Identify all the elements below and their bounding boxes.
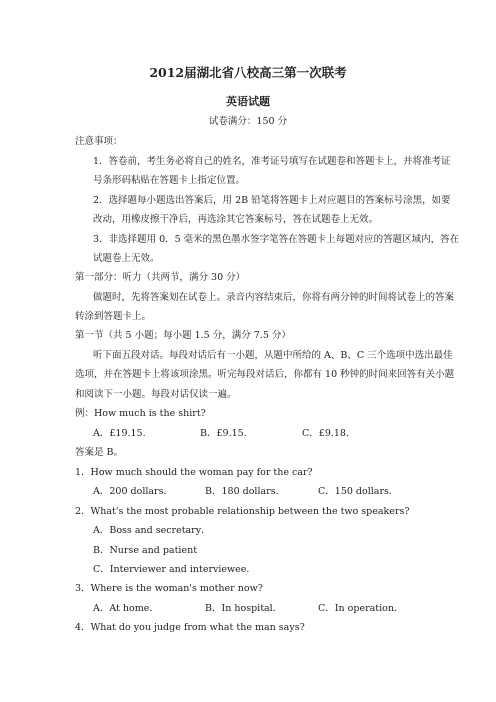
question-option: B．In hospital． — [205, 603, 283, 614]
section1-intro: 和阅读下一小题。每段对话仅读一遍。 — [75, 389, 237, 400]
example-option-a: A．£19.15. — [93, 428, 146, 439]
part1-intro: 做题时，先将答案划在试卷上。录音内容结束后，你将有两分钟的时间将试卷上的答案 — [93, 292, 455, 303]
question-stem: 4．What do you judge from what the man says? — [75, 622, 305, 633]
question-option: C．150 dollars． — [318, 486, 399, 497]
example-option-b: B．£9.15. — [200, 428, 247, 439]
example-option-c: C．£9.18. — [302, 428, 349, 439]
notice-line: 1．答卷前，考生务必将自己的姓名，准考证号填写在试题卷和答题卡上，并将准考证 — [93, 156, 451, 167]
question-option: A．200 dollars． — [93, 486, 173, 497]
section1-intro: 选项，并在答题卡上将该项涂黑。听完每段对话后，你都有 10 秒钟的时间来回答有关小题 — [75, 369, 455, 380]
question-option: A．At home． — [93, 603, 159, 614]
question-option: B．Nurse and patient — [93, 545, 198, 556]
question-option: C．In operation． — [318, 603, 404, 614]
notice-line: 试题卷上无效。 — [93, 253, 160, 264]
exam-subtitle: 英语试题 — [226, 95, 270, 108]
question-option: B．180 dollars． — [205, 486, 286, 497]
part1-intro: 转涂到答题卡上。 — [75, 311, 152, 322]
question-stem: 1．How much should the woman pay for the car? — [75, 467, 313, 478]
section1-heading: 第一节（共 5 小题；每小题 1.5 分，满分 7.5 分） — [75, 330, 291, 341]
example-question: 例：How much is the shirt? — [75, 408, 206, 419]
question-option: A．Boss and secretary． — [93, 525, 211, 536]
example-answer: 答案是 B。 — [75, 447, 124, 458]
notice-line: 2．选择题每小题选出答案后，用 2B 铅笔将答题卡上对应题目的答案标号涂黑，如要 — [93, 195, 451, 206]
notice-line: 号条形码粘贴在答题卡上指定位置。 — [93, 175, 246, 186]
question-stem: 2．What's the most probable relationship between the two speakers? — [75, 506, 410, 517]
notice-heading: 注意事项： — [75, 136, 123, 147]
section1-intro: 听下面五段对话。每段对话后有一小题，从题中所给的 A、B、C 三个选项中选出最佳 — [93, 350, 453, 361]
notice-line: 3．非选择题用 0．5 毫米的黑色墨水签字笔答在答题卡上每题对应的答题区域内，答在 — [93, 234, 460, 245]
notice-line: 改动，用橡皮擦干净后，再选涂其它答案标号，答在试题卷上无效。 — [93, 214, 379, 225]
question-option: C．Interviewer and interviewee． — [93, 564, 256, 575]
part1-heading: 第一部分：听力（共两节，满分 30 分） — [75, 272, 246, 283]
exam-title: 2012届湖北省八校高三第一次联考 — [149, 65, 347, 80]
score-note: 试卷满分：150 分 — [208, 116, 288, 127]
question-stem: 3．Where is the woman's mother now? — [75, 583, 263, 594]
